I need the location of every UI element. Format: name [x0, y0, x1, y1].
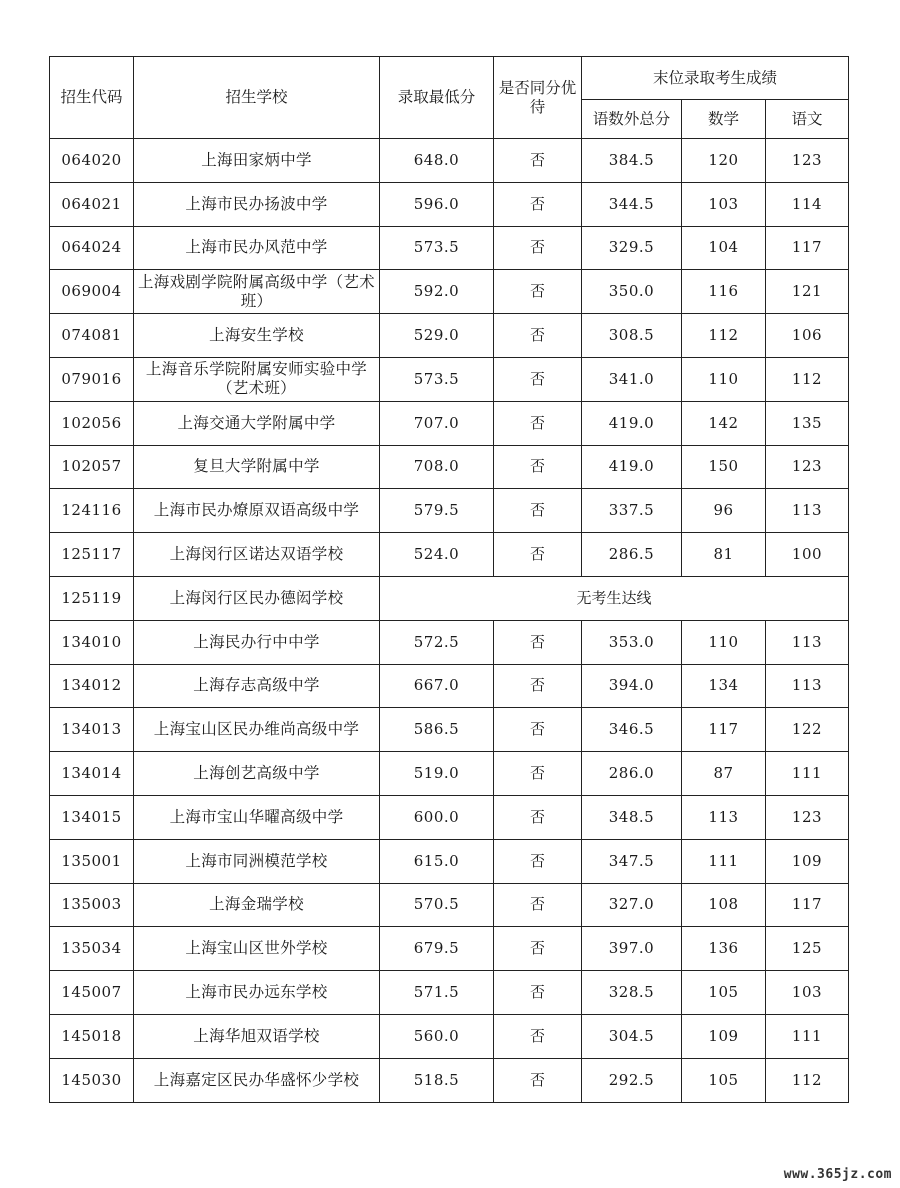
cell-min-score: 518.5	[380, 1058, 494, 1102]
table-row	[50, 357, 849, 401]
cell-min-score: 519.0	[380, 752, 494, 796]
cell-tie-priority: 否	[494, 182, 582, 226]
cell-math: 104	[682, 226, 766, 270]
cell-tie-priority: 否	[494, 489, 582, 533]
cell-school: 上海市民办风范中学	[134, 226, 380, 270]
table-row	[50, 139, 849, 183]
cell-total-cme: 347.5	[582, 839, 682, 883]
cell-math: 136	[682, 927, 766, 971]
cell-chinese: 112	[766, 357, 849, 401]
table-row	[50, 226, 849, 270]
cell-math: 142	[682, 401, 766, 445]
cell-chinese: 106	[766, 314, 849, 358]
admission-score-table	[49, 56, 849, 1103]
cell-total-cme: 341.0	[582, 357, 682, 401]
cell-school: 上海市同洲模范学校	[134, 839, 380, 883]
table-row	[50, 927, 849, 971]
cell-total-cme: 348.5	[582, 795, 682, 839]
cell-school: 上海市民办扬波中学	[134, 182, 380, 226]
cell-chinese: 109	[766, 839, 849, 883]
cell-min-score: 708.0	[380, 445, 494, 489]
cell-math: 108	[682, 883, 766, 927]
table-header	[50, 57, 849, 139]
table-row	[50, 182, 849, 226]
cell-chinese: 135	[766, 401, 849, 445]
cell-total-cme: 292.5	[582, 1058, 682, 1102]
cell-school: 上海闵行区民办德闳学校	[134, 576, 380, 620]
cell-min-score: 586.5	[380, 708, 494, 752]
cell-tie-priority: 否	[494, 1014, 582, 1058]
header-tie-priority: 是否同分优待	[494, 57, 582, 139]
cell-school: 上海市民办远东学校	[134, 971, 380, 1015]
cell-school: 上海戏剧学院附属高级中学（艺术班）	[134, 270, 380, 314]
cell-min-score: 524.0	[380, 533, 494, 577]
cell-math: 87	[682, 752, 766, 796]
cell-school: 上海创艺高级中学	[134, 752, 380, 796]
cell-min-score: 579.5	[380, 489, 494, 533]
cell-code: 134010	[50, 620, 134, 664]
cell-school: 上海交通大学附属中学	[134, 401, 380, 445]
cell-chinese: 111	[766, 1014, 849, 1058]
cell-total-cme: 328.5	[582, 971, 682, 1015]
table-row	[50, 533, 849, 577]
cell-chinese: 111	[766, 752, 849, 796]
cell-math: 116	[682, 270, 766, 314]
cell-total-cme: 337.5	[582, 489, 682, 533]
cell-school: 上海音乐学院附属安师实验中学（艺术班）	[134, 357, 380, 401]
cell-min-score: 707.0	[380, 401, 494, 445]
cell-tie-priority: 否	[494, 1058, 582, 1102]
cell-code: 134014	[50, 752, 134, 796]
cell-total-cme: 286.0	[582, 752, 682, 796]
table-row	[50, 489, 849, 533]
cell-math: 109	[682, 1014, 766, 1058]
cell-school: 上海金瑞学校	[134, 883, 380, 927]
cell-min-score: 667.0	[380, 664, 494, 708]
table-row	[50, 576, 849, 620]
cell-tie-priority: 否	[494, 664, 582, 708]
cell-school: 上海华旭双语学校	[134, 1014, 380, 1058]
cell-chinese: 113	[766, 620, 849, 664]
table-row	[50, 839, 849, 883]
cell-chinese: 125	[766, 927, 849, 971]
cell-min-score: 529.0	[380, 314, 494, 358]
table-row	[50, 971, 849, 1015]
cell-chinese: 123	[766, 445, 849, 489]
cell-code: 102056	[50, 401, 134, 445]
table-row	[50, 1014, 849, 1058]
cell-code: 064021	[50, 182, 134, 226]
cell-code: 064024	[50, 226, 134, 270]
cell-school: 复旦大学附属中学	[134, 445, 380, 489]
table-row	[50, 883, 849, 927]
header-math: 数学	[682, 100, 766, 139]
cell-tie-priority: 否	[494, 971, 582, 1015]
cell-math: 110	[682, 357, 766, 401]
cell-total-cme: 353.0	[582, 620, 682, 664]
cell-tie-priority: 否	[494, 533, 582, 577]
cell-no-qualifier-note: 无考生达线	[380, 576, 849, 620]
cell-total-cme: 419.0	[582, 401, 682, 445]
table-row	[50, 445, 849, 489]
cell-code: 125119	[50, 576, 134, 620]
cell-code: 102057	[50, 445, 134, 489]
cell-total-cme: 350.0	[582, 270, 682, 314]
cell-code: 135003	[50, 883, 134, 927]
table-row	[50, 620, 849, 664]
cell-math: 120	[682, 139, 766, 183]
header-last-admitted-group: 末位录取考生成绩	[582, 57, 849, 100]
cell-math: 110	[682, 620, 766, 664]
cell-total-cme: 384.5	[582, 139, 682, 183]
cell-chinese: 123	[766, 795, 849, 839]
cell-chinese: 113	[766, 489, 849, 533]
cell-min-score: 572.5	[380, 620, 494, 664]
cell-math: 113	[682, 795, 766, 839]
admission-table-container	[49, 56, 848, 1103]
cell-tie-priority: 否	[494, 445, 582, 489]
table-row	[50, 708, 849, 752]
cell-code: 145018	[50, 1014, 134, 1058]
cell-min-score: 592.0	[380, 270, 494, 314]
cell-min-score: 570.5	[380, 883, 494, 927]
cell-code: 135001	[50, 839, 134, 883]
cell-tie-priority: 否	[494, 839, 582, 883]
cell-code: 064020	[50, 139, 134, 183]
cell-total-cme: 327.0	[582, 883, 682, 927]
cell-code: 135034	[50, 927, 134, 971]
cell-math: 103	[682, 182, 766, 226]
header-school: 招生学校	[134, 57, 380, 139]
cell-code: 134012	[50, 664, 134, 708]
table-row	[50, 401, 849, 445]
cell-total-cme: 394.0	[582, 664, 682, 708]
cell-math: 105	[682, 971, 766, 1015]
cell-chinese: 113	[766, 664, 849, 708]
cell-total-cme: 419.0	[582, 445, 682, 489]
cell-tie-priority: 否	[494, 752, 582, 796]
cell-math: 111	[682, 839, 766, 883]
table-row	[50, 1058, 849, 1102]
table-body	[50, 139, 849, 1103]
cell-school: 上海宝山区世外学校	[134, 927, 380, 971]
cell-chinese: 114	[766, 182, 849, 226]
cell-school: 上海市民办燎原双语高级中学	[134, 489, 380, 533]
cell-min-score: 560.0	[380, 1014, 494, 1058]
cell-tie-priority: 否	[494, 708, 582, 752]
cell-code: 125117	[50, 533, 134, 577]
cell-math: 105	[682, 1058, 766, 1102]
cell-school: 上海市宝山华曜高级中学	[134, 795, 380, 839]
cell-min-score: 615.0	[380, 839, 494, 883]
cell-code: 134013	[50, 708, 134, 752]
cell-school: 上海存志高级中学	[134, 664, 380, 708]
cell-tie-priority: 否	[494, 357, 582, 401]
cell-school: 上海闵行区诺达双语学校	[134, 533, 380, 577]
cell-total-cme: 346.5	[582, 708, 682, 752]
cell-total-cme: 308.5	[582, 314, 682, 358]
cell-math: 81	[682, 533, 766, 577]
table-row	[50, 270, 849, 314]
cell-tie-priority: 否	[494, 401, 582, 445]
cell-math: 112	[682, 314, 766, 358]
cell-min-score: 648.0	[380, 139, 494, 183]
cell-tie-priority: 否	[494, 795, 582, 839]
table-row	[50, 314, 849, 358]
cell-tie-priority: 否	[494, 226, 582, 270]
cell-code: 079016	[50, 357, 134, 401]
cell-school: 上海嘉定区民办华盛怀少学校	[134, 1058, 380, 1102]
cell-tie-priority: 否	[494, 139, 582, 183]
cell-code: 074081	[50, 314, 134, 358]
cell-code: 145007	[50, 971, 134, 1015]
cell-math: 134	[682, 664, 766, 708]
cell-tie-priority: 否	[494, 620, 582, 664]
cell-min-score: 573.5	[380, 357, 494, 401]
cell-chinese: 123	[766, 139, 849, 183]
cell-min-score: 679.5	[380, 927, 494, 971]
cell-min-score: 571.5	[380, 971, 494, 1015]
cell-chinese: 100	[766, 533, 849, 577]
cell-tie-priority: 否	[494, 927, 582, 971]
cell-total-cme: 344.5	[582, 182, 682, 226]
cell-code: 145030	[50, 1058, 134, 1102]
cell-tie-priority: 否	[494, 883, 582, 927]
cell-school: 上海安生学校	[134, 314, 380, 358]
header-total-cme: 语数外总分	[582, 100, 682, 139]
cell-total-cme: 304.5	[582, 1014, 682, 1058]
header-code: 招生代码	[50, 57, 134, 139]
site-watermark: www.365jz.com	[783, 1167, 892, 1182]
cell-chinese: 117	[766, 883, 849, 927]
cell-min-score: 600.0	[380, 795, 494, 839]
cell-chinese: 117	[766, 226, 849, 270]
table-row	[50, 795, 849, 839]
cell-chinese: 122	[766, 708, 849, 752]
cell-tie-priority: 否	[494, 314, 582, 358]
header-chinese: 语文	[766, 100, 849, 139]
cell-math: 117	[682, 708, 766, 752]
cell-total-cme: 397.0	[582, 927, 682, 971]
cell-code: 134015	[50, 795, 134, 839]
cell-code: 124116	[50, 489, 134, 533]
cell-chinese: 121	[766, 270, 849, 314]
cell-school: 上海宝山区民办维尚高级中学	[134, 708, 380, 752]
cell-school: 上海民办行中中学	[134, 620, 380, 664]
table-row	[50, 664, 849, 708]
cell-min-score: 573.5	[380, 226, 494, 270]
cell-total-cme: 329.5	[582, 226, 682, 270]
cell-school: 上海田家炳中学	[134, 139, 380, 183]
cell-total-cme: 286.5	[582, 533, 682, 577]
cell-chinese: 112	[766, 1058, 849, 1102]
header-min-score: 录取最低分	[380, 57, 494, 139]
cell-code: 069004	[50, 270, 134, 314]
cell-tie-priority: 否	[494, 270, 582, 314]
cell-math: 96	[682, 489, 766, 533]
cell-min-score: 596.0	[380, 182, 494, 226]
cell-math: 150	[682, 445, 766, 489]
table-row	[50, 752, 849, 796]
cell-chinese: 103	[766, 971, 849, 1015]
